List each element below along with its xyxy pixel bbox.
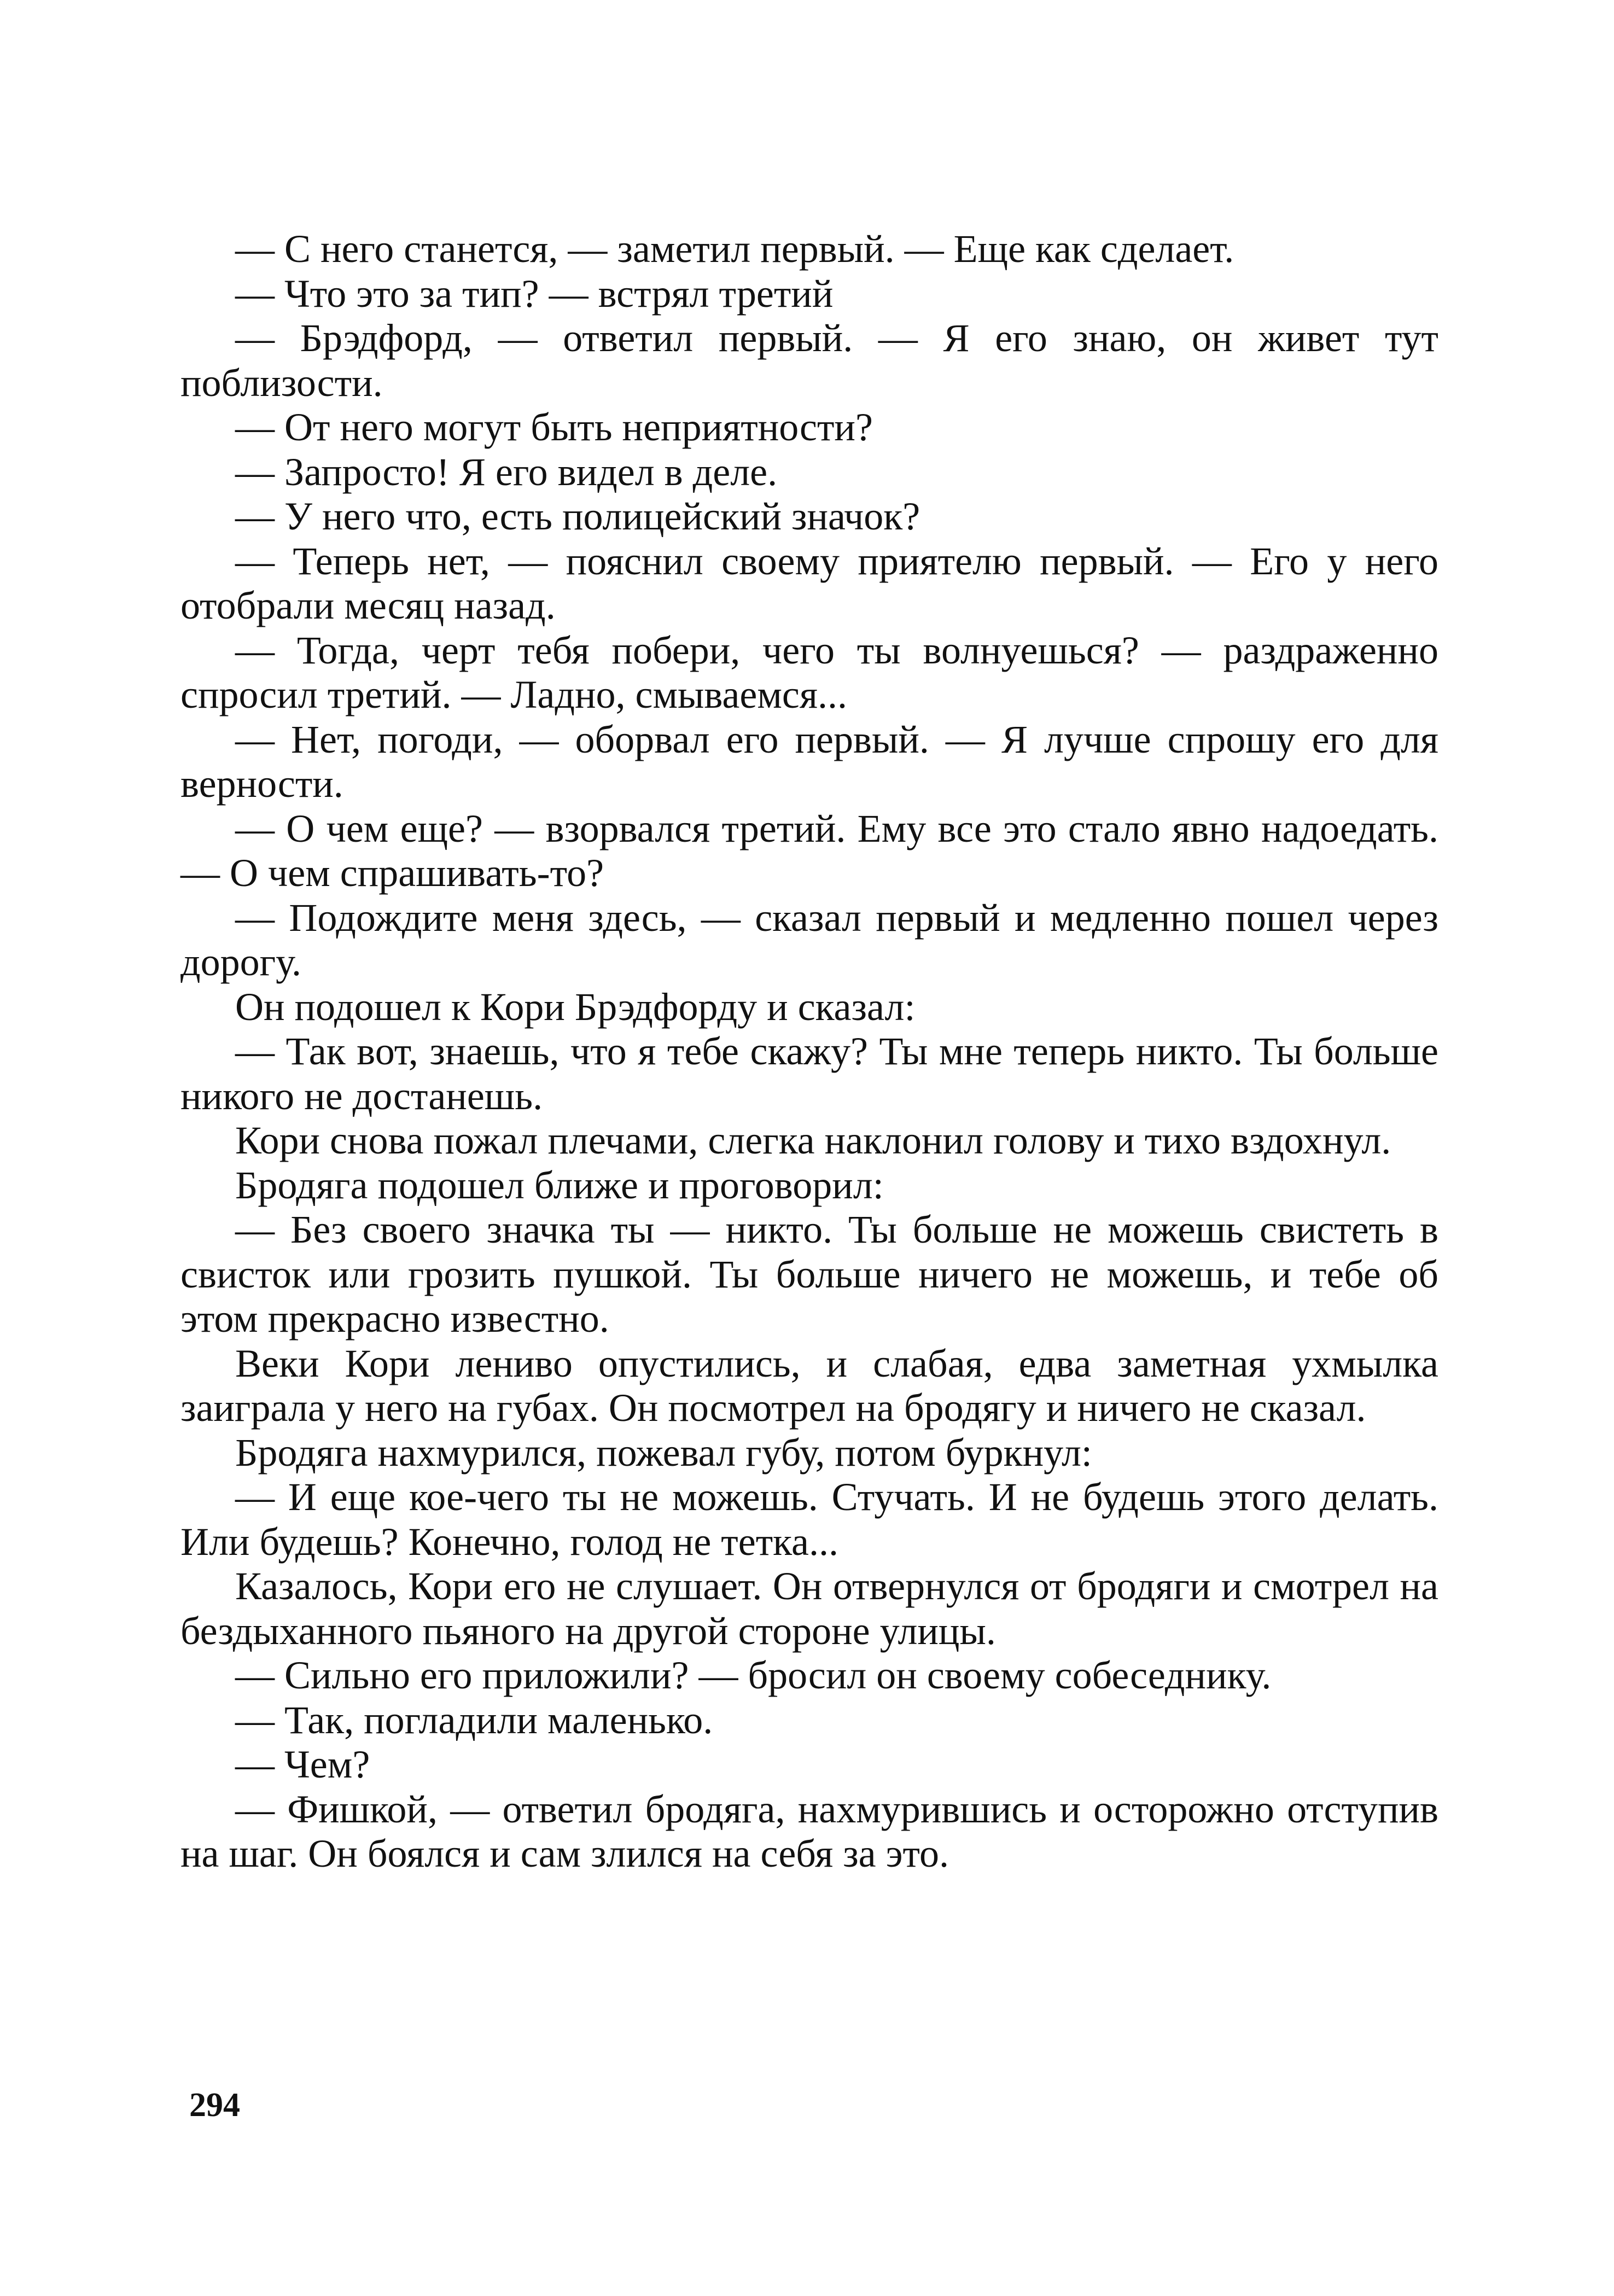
paragraph: — С него станется, — заметил первый. — Еще как сделает.	[235, 227, 1234, 271]
paragraph: — От него могут быть неприятности?	[235, 405, 873, 449]
paragraph: — И еще кое-чего ты не можешь. Стучать. И не будешь этого делать. Или будешь? Конечно, голод не тетка...	[180, 1475, 1438, 1564]
page-text	[180, 227, 1438, 1877]
paragraph: — Так, погладили маленько.	[235, 1698, 713, 1742]
paragraph: — Нет, погоди, — оборвал его первый. — Я лучше спрошу его для верности.	[180, 717, 1438, 806]
paragraph: — Подождите меня здесь, — сказал первый и медленно пошел через дорогу.	[180, 895, 1438, 984]
paragraph: Веки Кори лениво опустились, и слабая, едва заметная ухмылка заиграла у него на губах. Он посмотрел на бродягу и ничего не сказал.	[180, 1341, 1438, 1430]
paragraph: Бродяга подошел ближе и проговорил:	[235, 1163, 884, 1207]
paragraph: — Теперь нет, — пояснил своему приятелю первый. — Его у него отобрали месяц назад.	[180, 539, 1438, 627]
paragraph: — У него что, есть полицейский значок?	[235, 494, 920, 538]
paragraph: — Запросто! Я его видел в деле.	[235, 450, 778, 494]
paragraph: — Без своего значка ты — никто. Ты больше не можешь свистеть в свисток или грозить пушкой. Ты больше ничего не можешь, и тебе об этом прекрасно известно.	[180, 1208, 1438, 1341]
paragraph: — Чем?	[235, 1743, 370, 1786]
paragraph: — Так вот, знаешь, что я тебе скажу? Ты мне теперь никто. Ты больше никого не достанешь.	[180, 1029, 1438, 1118]
paragraph: Кори снова пожал плечами, слегка наклонил голову и тихо вздохнул.	[235, 1118, 1391, 1162]
paragraph: Бродяга нахмурился, пожевал губу, потом буркнул:	[235, 1430, 1092, 1475]
paragraph: Казалось, Кори его не слушает. Он отвернулся от бродяги и смотрел на бездыханного пьяного на другой стороне улицы.	[180, 1564, 1438, 1653]
page-number: 294	[189, 2087, 240, 2124]
paragraph: Он подошел к Кори Брэдфорду и сказал:	[235, 984, 916, 1029]
paragraph: — Сильно его приложили? — бросил он своему собеседнику.	[235, 1653, 1272, 1697]
paragraph: — Тогда, черт тебя побери, чего ты волнуешься? — раздраженно спросил третий. — Ладно, смываемся...	[180, 628, 1438, 716]
paragraph: — Брэдфорд, — ответил первый. — Я его знаю, он живет тут поблизости.	[180, 316, 1438, 405]
paragraph: — Что это за тип? — встрял третий	[235, 271, 834, 316]
paragraph: — О чем еще? — взорвался третий. Ему все это стало явно надоедать. — О чем спрашивать-то?	[180, 806, 1438, 895]
paragraph: — Фишкой, — ответил бродяга, нахмурившись и осторожно отступив на шаг. Он боялся и сам злился на себя за это.	[180, 1787, 1438, 1875]
